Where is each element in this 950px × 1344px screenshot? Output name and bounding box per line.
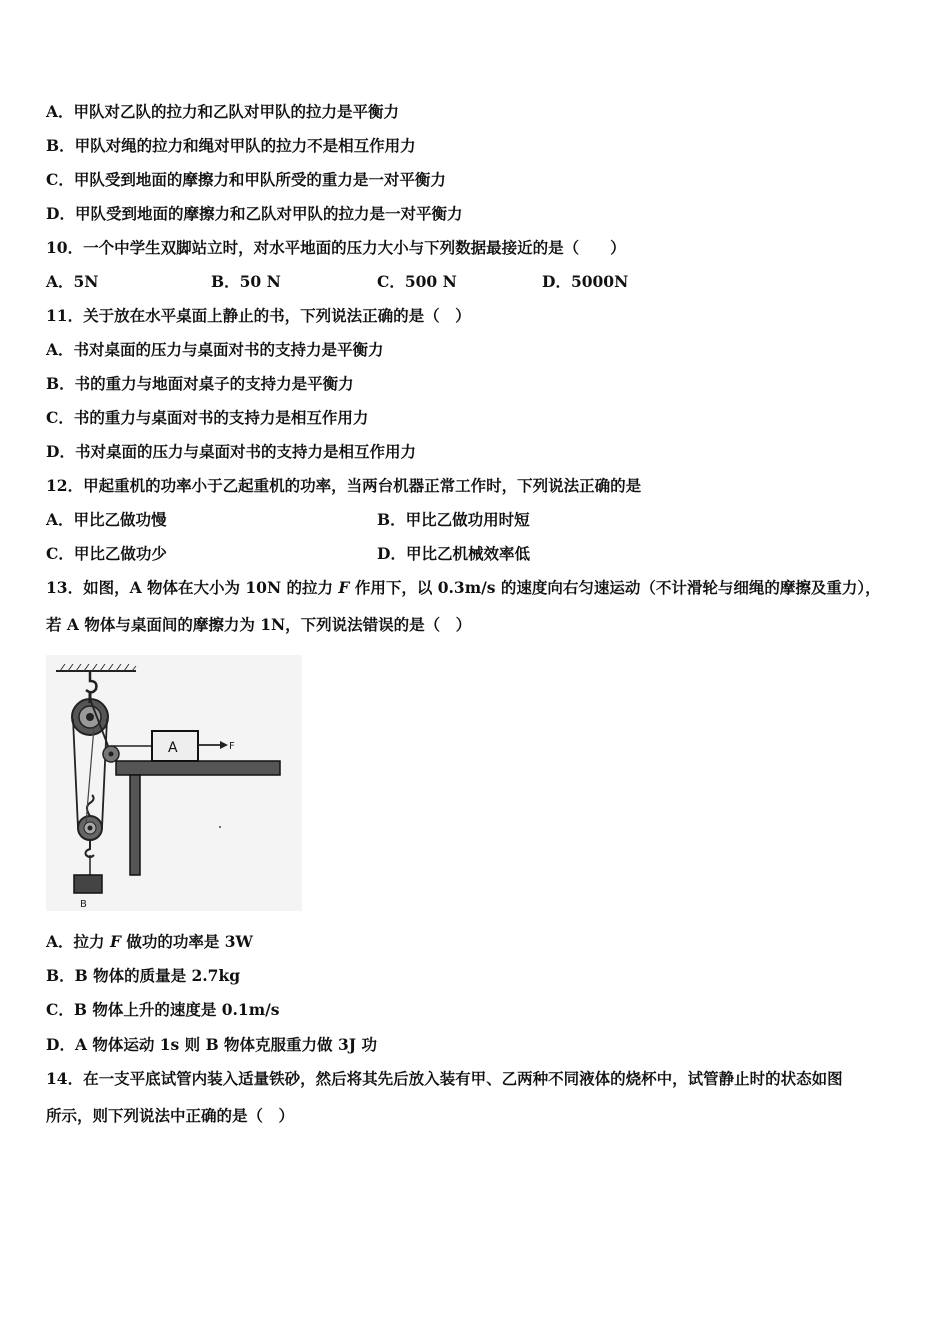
- q11-option-d: D．书对桌面的压力与桌面对书的支持力是相互作用力: [46, 442, 416, 461]
- q13-stem-text-b: 作用下，以 0.3m/s 的速度向右匀速运动（不计滑轮与细绳的摩擦及重力），: [349, 578, 881, 597]
- q12-option-d: D．甲比乙机械效率低: [377, 544, 530, 563]
- q11-option-c: C．书的重力与桌面对书的支持力是相互作用力: [46, 408, 369, 427]
- q13-option-a-text-b: 做功的功率是 3W: [120, 932, 253, 951]
- force-f-label: F: [229, 741, 235, 752]
- pulley-diagram: [46, 655, 302, 911]
- q10-option-b: B．50 N: [211, 272, 281, 291]
- q12-option-a: A．甲比乙做功慢: [46, 510, 167, 529]
- q9-option-b: B．甲队对绳的拉力和绳对甲队的拉力不是相互作用力: [46, 136, 416, 155]
- q13-stem-line1: [46, 578, 881, 598]
- block-b-label: B: [80, 899, 87, 910]
- q9-option-d: D．甲队受到地面的摩擦力和乙队对甲队的拉力是一对平衡力: [46, 204, 463, 223]
- q14-stem-line2: 所示，则下列说法中正确的是（ ）: [46, 1106, 295, 1125]
- q12-stem: 12．甲起重机的功率小于乙起重机的功率，当两台机器正常工作时，下列说法正确的是: [46, 476, 642, 495]
- q9-option-a: A．甲队对乙队的拉力和乙队对甲队的拉力是平衡力: [46, 102, 400, 121]
- q13-option-a-force-symbol: F: [109, 932, 121, 951]
- q13-option-c: C．B 物体上升的速度是 0.1m/s: [46, 1000, 280, 1019]
- q13-option-d: D．A 物体运动 1s 则 B 物体克服重力做 3J 功: [46, 1035, 377, 1054]
- q11-stem: 11．关于放在水平桌面上静止的书，下列说法正确的是（ ）: [46, 306, 471, 325]
- block-a-label: A: [168, 740, 178, 756]
- q10-option-c: C．500 N: [377, 272, 457, 291]
- q10-stem: 10．一个中学生双脚站立时，对水平地面的压力大小与下列数据最接近的是（ ）: [46, 238, 626, 257]
- q13-stem-line2: 若 A 物体与桌面间的摩擦力为 1N，下列说法错误的是（ ）: [46, 615, 472, 634]
- q13-option-a-text-a: A．拉力: [46, 932, 110, 951]
- q14-stem-line1: 14．在一支平底试管内装入适量铁砂，然后将其先后放入装有甲、乙两种不同液体的烧杯中，试管静止时的状态如图: [46, 1069, 843, 1088]
- q13-option-b: B．B 物体的质量是 2.7kg: [46, 966, 241, 985]
- pulley-figure: [46, 655, 302, 911]
- q13-stem-text-a: 13．如图，A 物体在大小为 10N 的拉力: [46, 578, 339, 597]
- q9-option-c: C．甲队受到地面的摩擦力和甲队所受的重力是一对平衡力: [46, 170, 446, 189]
- q11-option-b: B．书的重力与地面对桌子的支持力是平衡力: [46, 374, 354, 393]
- q10-option-a: A．5N: [46, 272, 99, 291]
- q13-option-a: [46, 932, 253, 952]
- q13-stem-force-symbol: F: [338, 578, 350, 597]
- q12-option-c: C．甲比乙做功少: [46, 544, 167, 563]
- q11-option-a: A．书对桌面的压力与桌面对书的支持力是平衡力: [46, 340, 384, 359]
- q12-option-b: B．甲比乙做功用时短: [377, 510, 530, 529]
- q10-option-d: D．5000N: [542, 272, 629, 291]
